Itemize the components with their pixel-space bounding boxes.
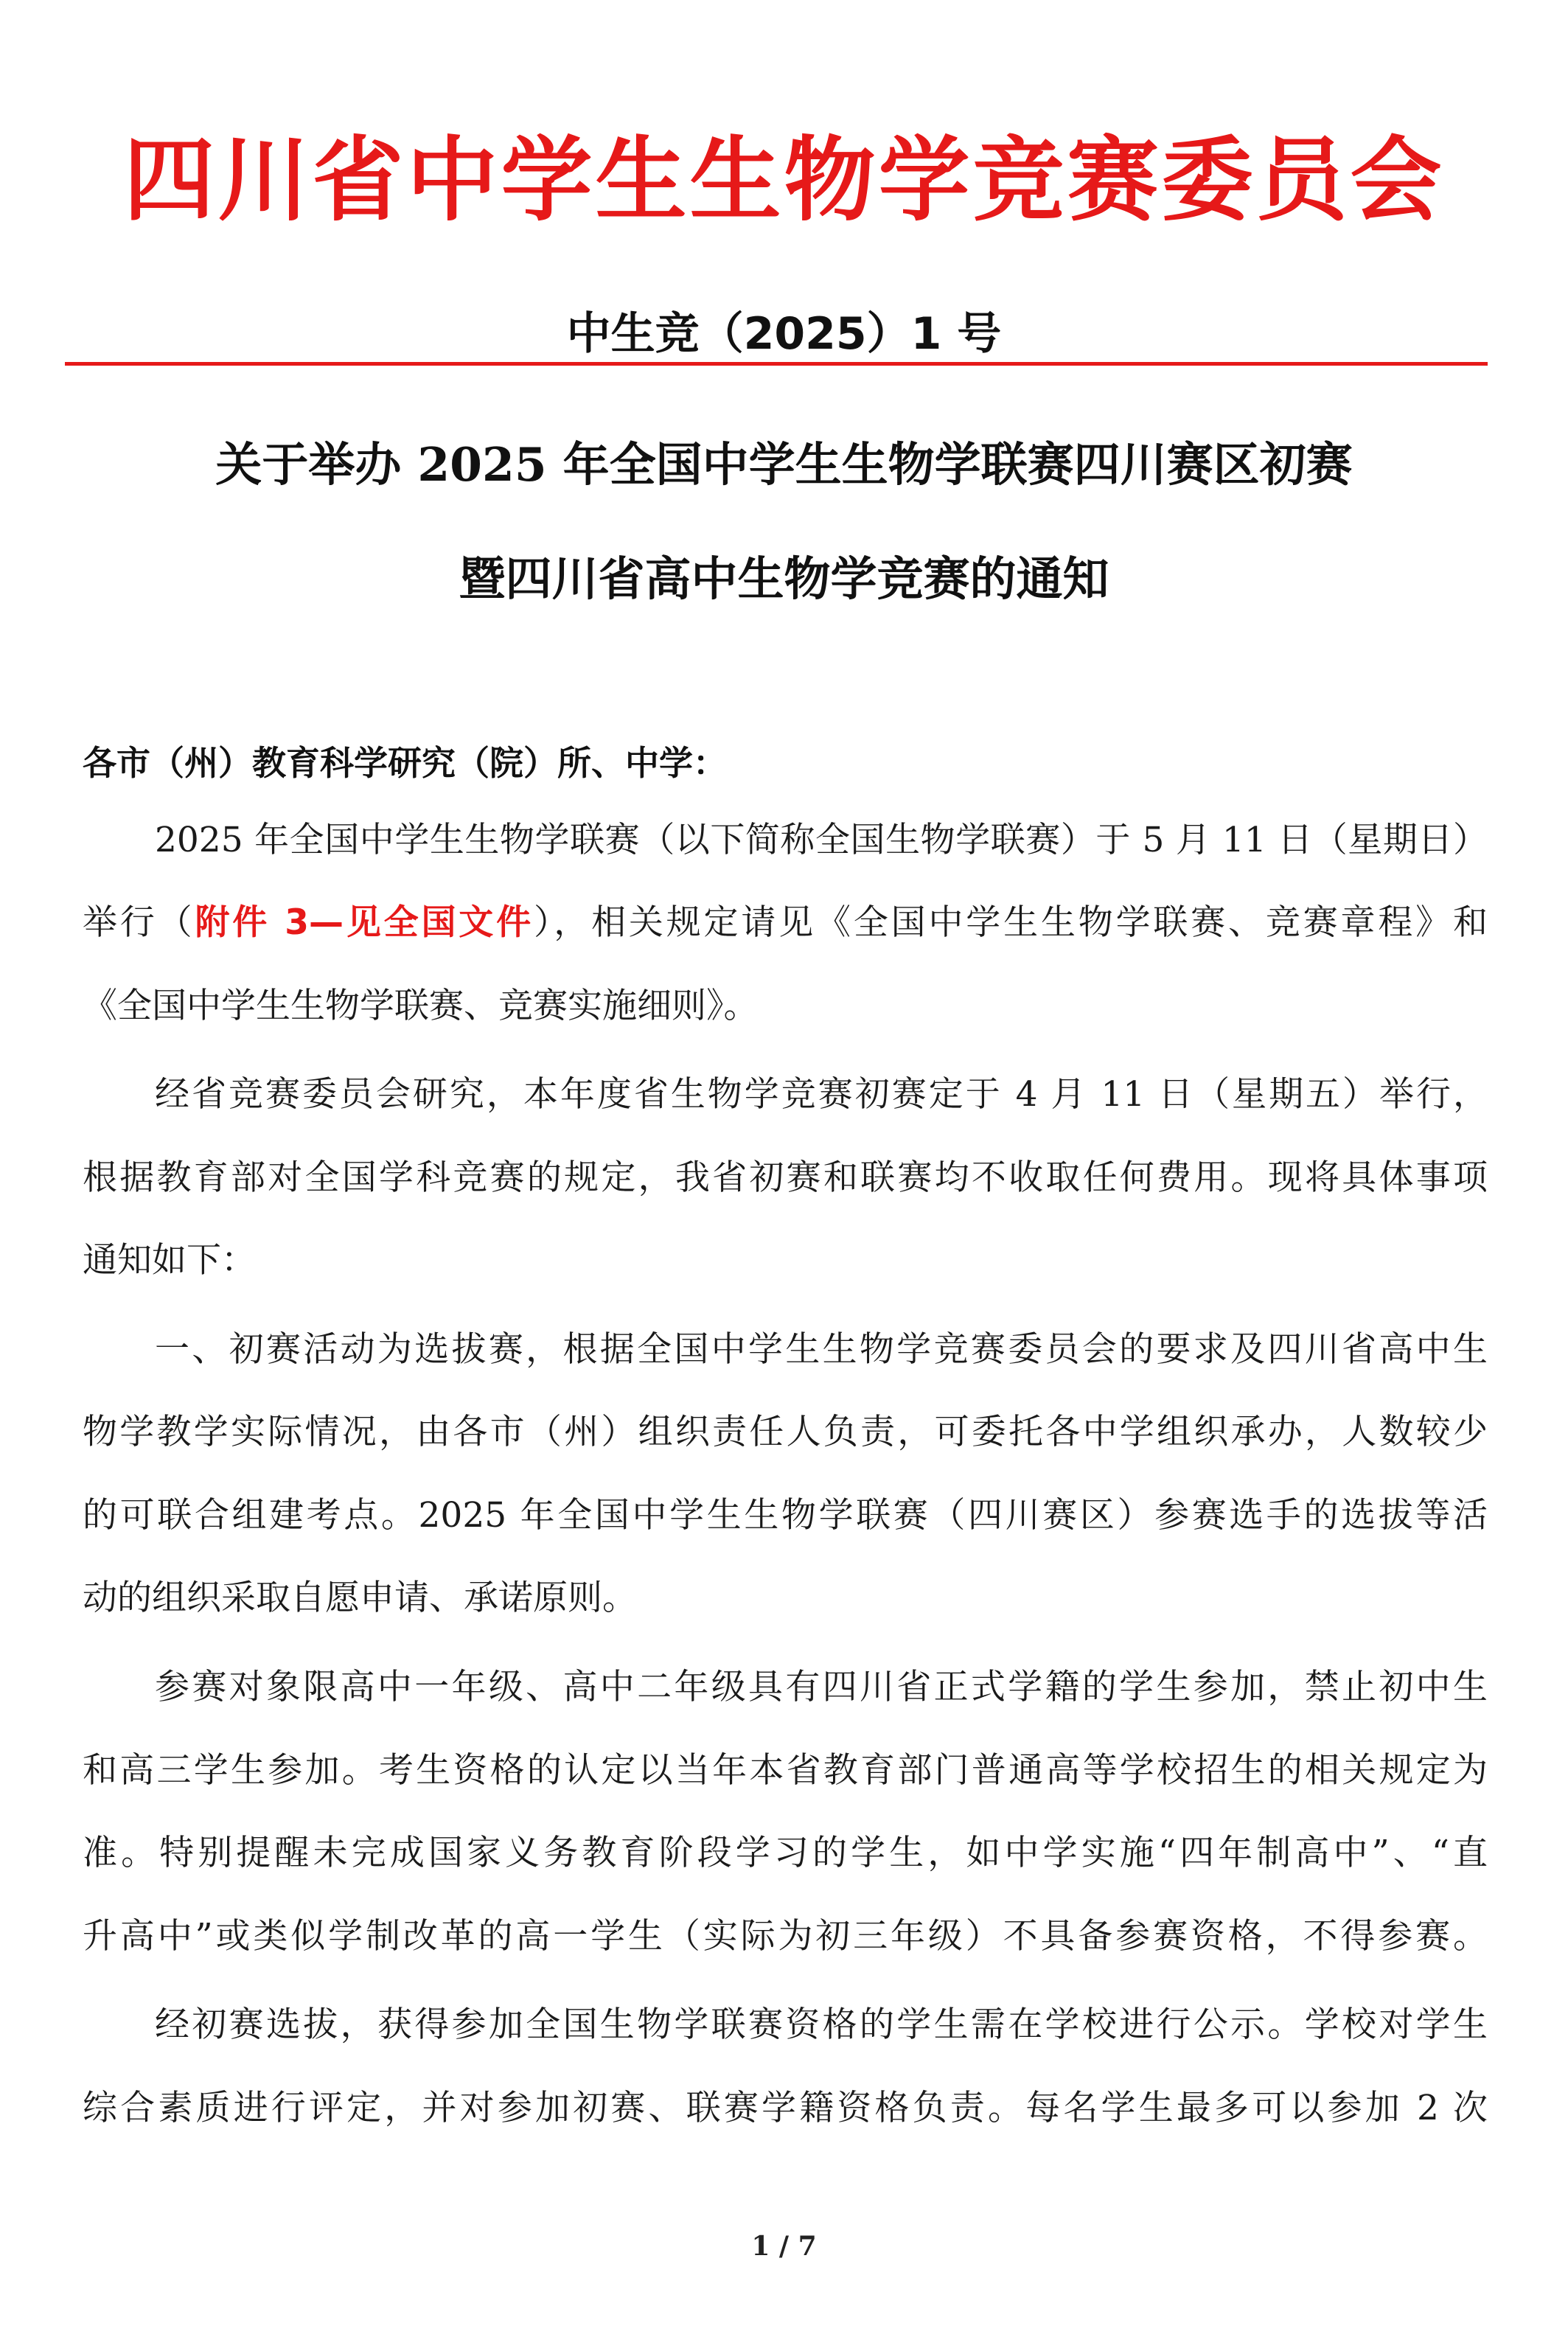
paragraph-5-line-2: 综合素质进行评定，并对参加初赛、联赛学籍资格负责。每名学生最多可以参加 2 次 [83,2088,1488,2128]
paragraph-2-line-2: 根据教育部对全国学科竞赛的规定，我省初赛和联赛均不收取任何费用。现将具体事项 [83,1157,1488,1198]
paragraph-1-line-2-start: 举行（ [83,902,195,943]
page-number: 1 / 7 [751,2231,817,2262]
paragraph-1-line-2 [83,897,1488,949]
paragraph-2-line-3: 通知如下： [83,1240,256,1281]
document-number: 中生竞（2025）1 号 [566,308,1002,360]
paragraph-3-line-1: 一、初赛活动为选拔赛，根据全国中学生生物学竞赛委员会的要求及四川省高中生 [155,1329,1488,1370]
org-letterhead-title: 四川省中学生生物学竞赛委员会 [123,128,1445,234]
paragraph-3-line-3: 的可联合组建考点。2025 年全国中学生生物学联赛（四川赛区）参赛选手的选拔等活 [83,1495,1488,1536]
notice-title-line-1: 关于举办 2025 年全国中学生生物学联赛四川赛区初赛 [215,437,1353,492]
salutation: 各市（州）教育科学研究（院）所、中学： [83,743,727,783]
notice-title-line-2: 暨四川省高中生物学竞赛的通知 [459,551,1109,606]
paragraph-3-line-2: 物学教学实际情况，由各市（州）组织责任人负责，可委托各中学组织承办，人数较少 [83,1412,1488,1452]
paragraph-1-line-1: 2025 年全国中学生生物学联赛（以下简称全国生物学联赛）于 5 月 11 日（星期日） [155,820,1488,860]
paragraph-1-line-3: 《全国中学生生物学联赛、竞赛实施细则》。 [83,986,759,1026]
paragraph-1-line-2-end: ），相关规定请见《全国中学生生物学联赛、竞赛章程》和 [533,902,1488,943]
paragraph-4-line-3: 准。特别提醒未完成国家义务教育阶段学习的学生，如中学实施“四年制高中”、“直 [83,1833,1488,1873]
attachment-reference: 附件 3—见全国文件 [195,902,534,943]
paragraph-4-line-2: 和高三学生参加。考生资格的认定以当年本省教育部门普通高等学校招生的相关规定为 [83,1750,1488,1791]
paragraph-5-line-1: 经初赛选拔，获得参加全国生物学联赛资格的学生需在学校进行公示。学校对学生 [155,2004,1488,2045]
paragraph-3-line-4: 动的组织采取自愿申请、承诺原则。 [83,1578,637,1618]
paragraph-2-line-1: 经省竞赛委员会研究，本年度省生物学竞赛初赛定于 4 月 11 日（星期五）举行， [155,1074,1488,1115]
paragraph-4-line-4: 升高中”或类似学制改革的高一学生（实际为初三年级）不具备参赛资格，不得参赛。 [83,1916,1488,1957]
paragraph-4-line-1: 参赛对象限高中一年级、高中二年级具有四川省正式学籍的学生参加，禁止初中生 [155,1667,1488,1707]
letterhead-divider [65,362,1488,366]
